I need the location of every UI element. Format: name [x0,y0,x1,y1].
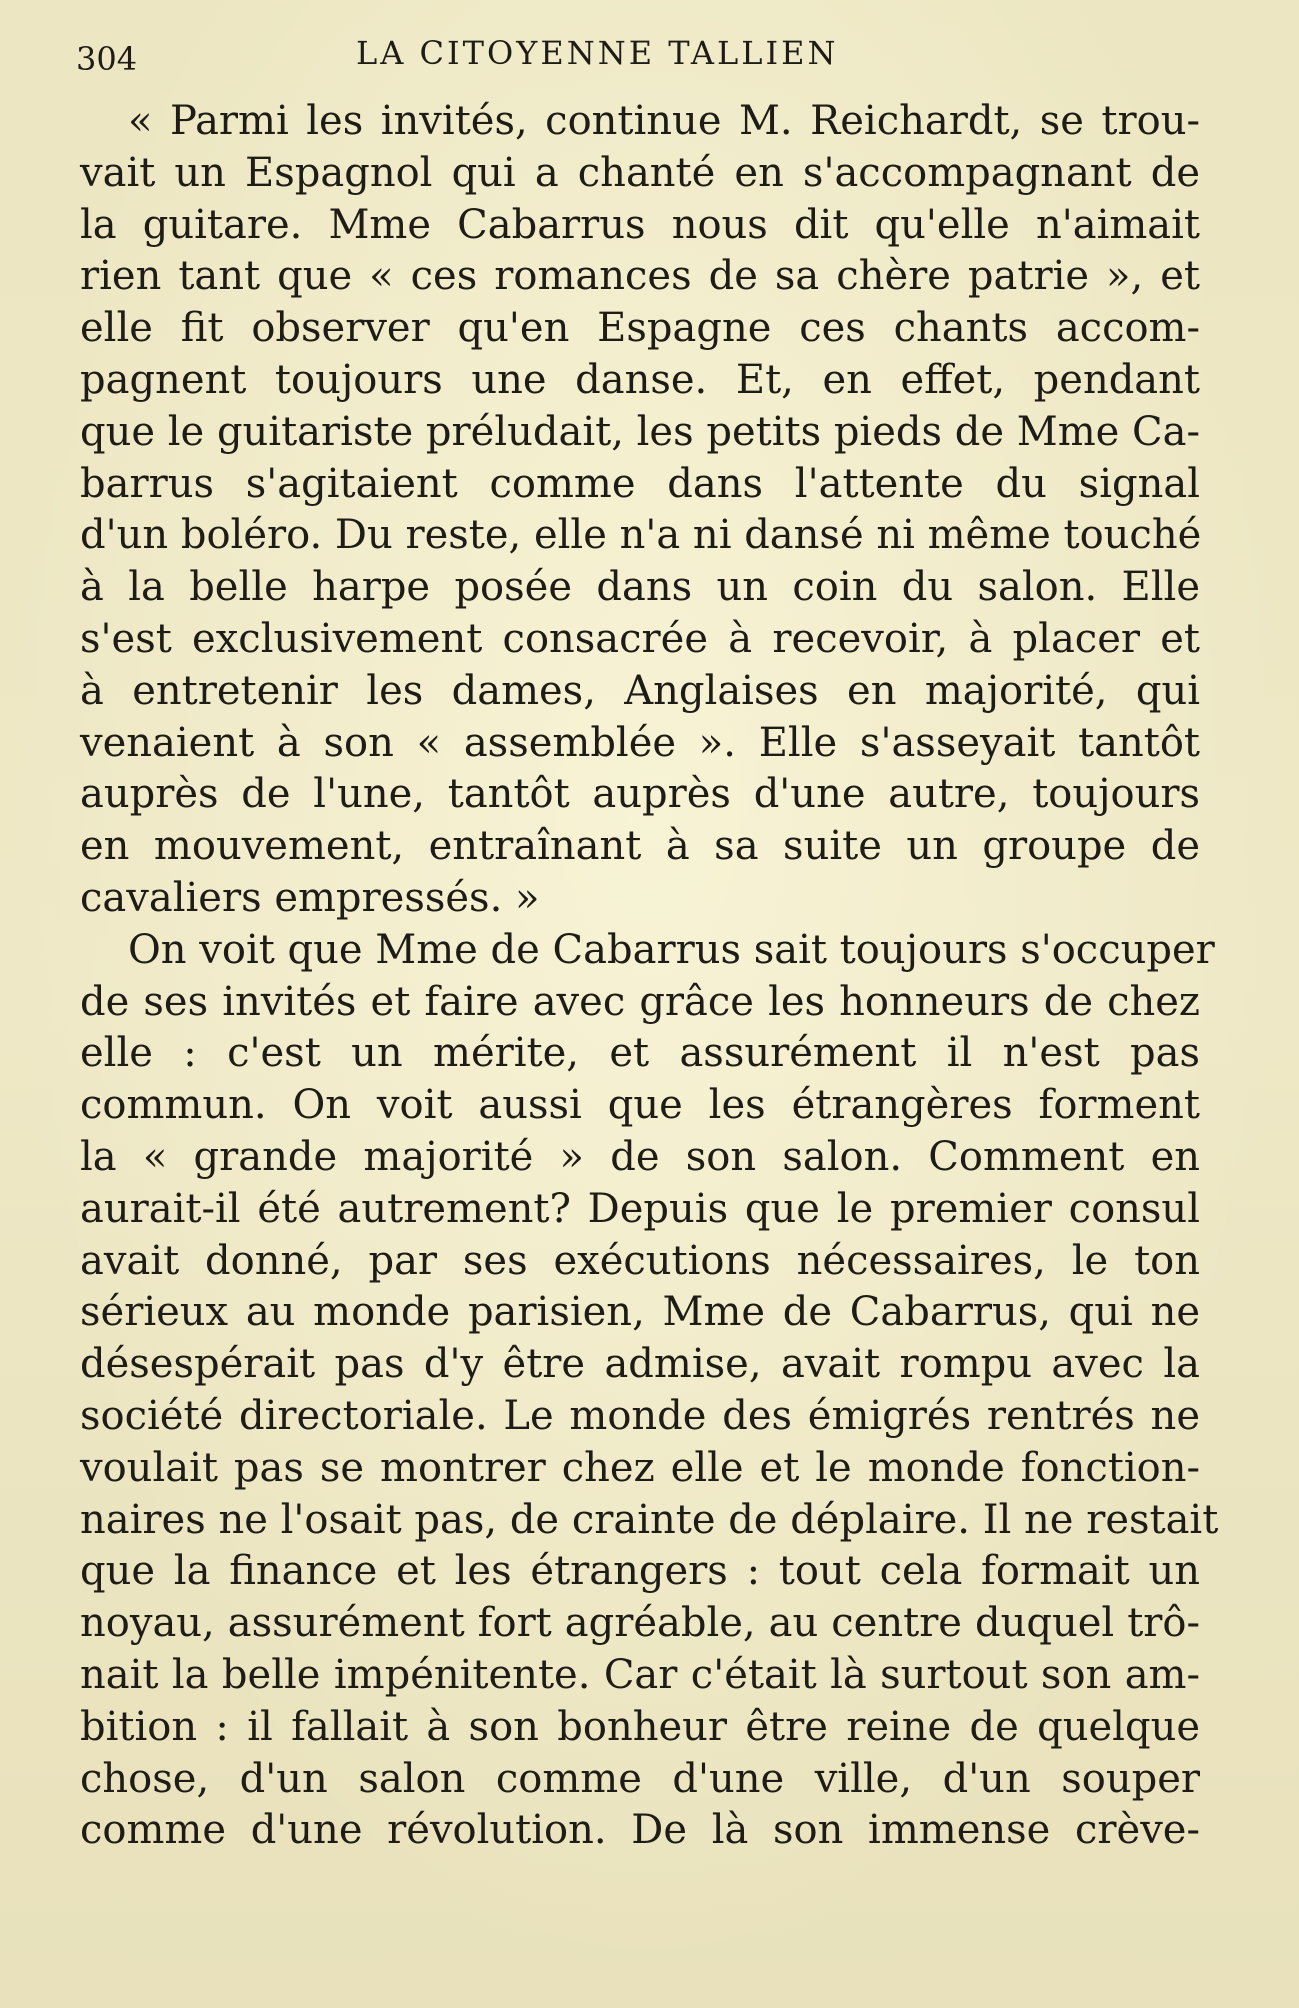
text-line: s'est exclusivement consacrée à recevoir, à placer et [80,615,1200,662]
text-line: à entretenir les dames, Anglaises en majorité, qui [80,667,1200,714]
text-line: On voit que Mme de Cabarrus sait toujours s'occuper [128,926,1215,973]
text-line: commun. On voit aussi que les étrangères forment [80,1082,1200,1129]
text-line: que la finance et les étrangers : tout cela formait un [80,1548,1200,1595]
text-line: d'un boléro. Du reste, elle n'a ni dansé ni même touché [80,512,1202,559]
text-line: à la belle harpe posée dans un coin du salon. Elle [80,564,1200,611]
text-line: venaient à son « assemblée ». Elle s'asseyait tantôt [80,719,1200,766]
text-line: cavaliers empressés. » [80,874,540,921]
text-line: la guitare. Mme Cabarrus nous dit qu'elle n'aimait [80,201,1200,248]
text-line: rien tant que « ces romances de sa chère patrie », et [80,253,1200,300]
text-line: elle : c'est un mérite, et assurément il n'est pas [80,1030,1200,1077]
text-line: naires ne l'osait pas, de crainte de déplaire. Il ne restait [80,1496,1219,1543]
text-line: société directoriale. Le monde des émigrés rentrés ne [80,1392,1200,1439]
text-line: désespérait pas d'y être admise, avait rompu avec la [80,1341,1200,1388]
text-line: en mouvement, entraînant à sa suite un groupe de [80,823,1200,870]
text-line: que le guitariste préludait, les petits pieds de Mme Ca- [80,408,1200,455]
text-line: sérieux au monde parisien, Mme de Cabarrus, qui ne [80,1289,1200,1336]
running-title: LA CITOYENNE TALLIEN [356,34,839,72]
text-line: « Parmi les invités, continue M. Reichardt, se trou- [128,98,1200,144]
text-line: auprès de l'une, tantôt auprès d'une autre, toujours [80,771,1200,818]
text-line: voulait pas se montrer chez elle et le monde fonction- [80,1444,1200,1491]
page-number: 304 [76,40,138,78]
text-line: chose, d'un salon comme d'une ville, d'un souper [80,1755,1200,1802]
text-line: nait la belle impénitente. Car c'était là surtout son am- [80,1651,1200,1698]
text-line: de ses invités et faire avec grâce les honneurs de chez [80,978,1200,1025]
text-line: bition : il fallait à son bonheur être reine de quelque [80,1703,1200,1750]
text-line: avait donné, par ses exécutions nécessaires, le ton [80,1237,1200,1284]
text-line: comme d'une révolution. De là son immense crève- [80,1807,1200,1854]
page-header [0,30,1299,90]
text-line: aurait-il été autrement? Depuis que le premier consul [80,1185,1200,1232]
text-line: la « grande majorité » de son salon. Comment en [80,1133,1200,1180]
text-line: noyau, assurément fort agréable, au centre duquel trô- [80,1600,1200,1647]
body-text [80,96,1219,1857]
text-line: barrus s'agitaient comme dans l'attente du signal [80,460,1200,507]
text-line: pagnent toujours une danse. Et, en effet, pendant [80,356,1200,403]
text-line: elle fit observer qu'en Espagne ces chants accom- [80,305,1200,352]
text-line: vait un Espagnol qui a chanté en s'accompagnant de [80,149,1200,196]
